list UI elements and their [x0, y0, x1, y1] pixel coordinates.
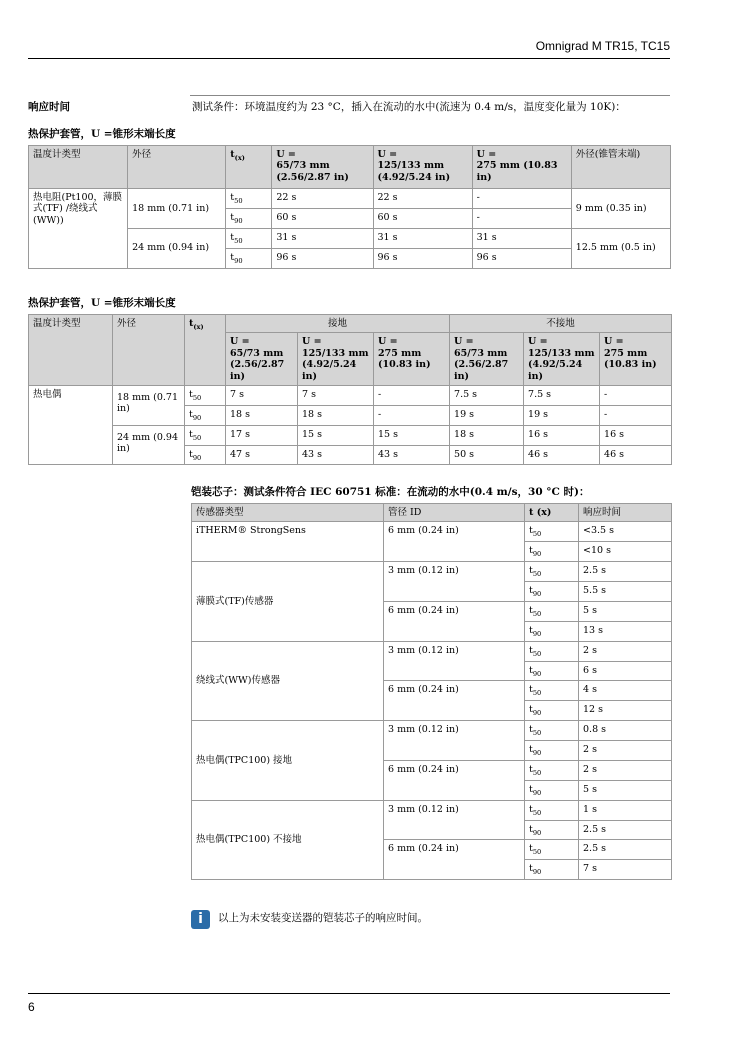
t-symbol: t [529, 763, 533, 775]
value-cell: 43 s [298, 445, 374, 465]
t-cell [525, 601, 579, 621]
t-subscript: 50 [532, 768, 542, 777]
tube-id-cell: 6 mm (0.24 in) [384, 840, 525, 880]
table-row [29, 425, 672, 445]
t-symbol: t [529, 724, 533, 736]
t-cell [525, 780, 579, 800]
u-label: U = [476, 149, 497, 160]
footer-divider [28, 993, 670, 994]
t-cell [525, 860, 579, 880]
value-cell: 46 s [600, 445, 672, 465]
t-cell [226, 189, 272, 209]
sensor-type-cell [192, 721, 384, 801]
table3-header-response: 响应时间 [579, 504, 672, 522]
table2-header-t [185, 315, 226, 386]
value-cell: 22 s [373, 189, 472, 209]
value-cell: 7.5 s [450, 385, 524, 405]
t-cell [226, 228, 272, 248]
table2-header-g-u2 [298, 333, 374, 386]
u-value-in: (2.56/2.87 in) [454, 359, 509, 382]
t-cell [226, 208, 272, 228]
t-symbol: t [529, 664, 533, 676]
t-subscript: 50 [532, 689, 542, 698]
u-value-in: (10.83 in) [378, 359, 431, 371]
value-cell: 7.5 s [524, 385, 600, 405]
sensor-type-label: 热电偶(TPC100) 不接地 [196, 834, 302, 846]
t-cell [185, 445, 226, 465]
t-subscript: 50 [532, 729, 542, 738]
t-symbol: t [529, 744, 533, 756]
table1-header-t [226, 146, 272, 189]
table2-type-cell: 热电偶 [29, 385, 113, 465]
response-time-cell: 6 s [579, 661, 672, 681]
value-cell: 96 s [472, 248, 571, 268]
t-subscript: 90 [532, 788, 542, 797]
t-symbol: t [230, 251, 235, 263]
response-time-cell: <10 s [579, 542, 672, 562]
note-text: 以上为未安装变送器的铠装芯子的响应时间。 [218, 912, 428, 924]
response-time-cell: 0.8 s [579, 721, 672, 741]
table2-header-od: 外径 [113, 315, 185, 386]
u-value-in: (2.56/2.87 in) [230, 359, 285, 382]
section-rule [190, 95, 670, 96]
t-subscript: 50 [532, 609, 542, 618]
t-symbol: t [230, 192, 235, 203]
tube-id-cell: 6 mm (0.24 in) [384, 601, 525, 641]
table1-od-cell: 18 mm (0.71 in) [128, 189, 226, 229]
t-cell [525, 582, 579, 602]
value-cell: 47 s [226, 445, 298, 465]
document-header-title: Omnigrad M TR15, TC15 [535, 39, 670, 53]
table1-header-type: 温度计类型 [29, 146, 128, 189]
t-subscript: 50 [532, 570, 542, 579]
value-cell: 18 s [450, 425, 524, 445]
t-cell [185, 385, 226, 405]
t-symbol: t [529, 624, 533, 636]
u-value: 65/73 mm [454, 347, 508, 359]
value-cell: 7 s [226, 385, 298, 405]
u-value-in: (4.92/5.24 in) [377, 171, 451, 183]
t-subscript: 90 [532, 828, 542, 837]
t-symbol: t [529, 803, 533, 815]
section-description: 测试条件：环境温度约为 23 °C，插入在流动的水中(流速为 0.4 m/s，温度变化量为 10K)： [192, 101, 626, 113]
t-cell [525, 542, 579, 562]
t-symbol: t [529, 525, 533, 537]
t-cell [525, 621, 579, 641]
value-cell: 16 s [524, 425, 600, 445]
table2-od-cell: 18 mm (0.71 in) [113, 385, 185, 425]
response-time-cell: 2.5 s [579, 820, 672, 840]
value-cell: - [600, 385, 672, 405]
t-symbol: t [529, 863, 533, 875]
u-label: U = [528, 336, 548, 348]
u-value: 125/133 mm [528, 347, 595, 359]
table1-header-od: 外径 [128, 146, 226, 189]
t-symbol: t [189, 388, 193, 400]
response-time-cell: 5.5 s [579, 582, 672, 602]
value-cell: - [374, 405, 450, 425]
response-time-cell: 7 s [579, 860, 672, 880]
value-cell: 18 s [226, 405, 298, 425]
value-cell: 22 s [272, 189, 373, 209]
t-cell [525, 641, 579, 661]
t-symbol: t [529, 644, 533, 656]
t-cell [525, 721, 579, 741]
table3-header-id: 管径 ID [384, 504, 525, 522]
response-time-cell: 2 s [579, 641, 672, 661]
response-time-cell: 5 s [579, 601, 672, 621]
u-value-in: (10.83 in) [604, 359, 657, 371]
sensor-type-label: 热电偶(TPC100) 接地 [196, 754, 293, 766]
page-number: 6 [28, 1000, 35, 1014]
value-cell: 60 s [373, 208, 472, 228]
sensor-type-label: 绕线式(WW)传感器 [196, 675, 280, 687]
t-cell [525, 840, 579, 860]
response-time-cell: 13 s [579, 621, 672, 641]
t-cell [525, 522, 579, 542]
sensor-type-label: 薄膜式(TF)传感器 [196, 595, 274, 607]
u-label: U = [276, 149, 296, 160]
t-symbol: t [529, 604, 533, 616]
table2-header-g-u3 [374, 333, 450, 386]
table2-header-ungrounded: 不接地 [450, 315, 672, 333]
table-row [192, 562, 672, 582]
table3-title: 铠装芯子：测试条件符合 IEC 60751 标准：在流动的水中(0.4 m/s，30 °C 时)： [191, 486, 590, 498]
t-subscript: 50 [532, 848, 542, 857]
response-time-cell: <3.5 s [579, 522, 672, 542]
u-value: 125/133 mm [377, 160, 445, 172]
table2-header-n-u1 [450, 333, 524, 386]
t-symbol: t [529, 565, 533, 577]
t-subscript: 90 [192, 453, 202, 462]
table-row [29, 189, 671, 209]
table2 [28, 314, 672, 465]
table2-header-type: 温度计类型 [29, 315, 113, 386]
value-cell: 43 s [374, 445, 450, 465]
response-time-cell: 2 s [579, 741, 672, 761]
u-label: U = [377, 149, 398, 160]
t-symbol: t [189, 448, 193, 460]
t-symbol: t [189, 428, 193, 440]
table1-tip-cell: 12.5 mm (0.5 in) [571, 228, 670, 268]
t-symbol: t [230, 231, 235, 243]
t-subscript: 90 [532, 589, 542, 598]
table1-title: 热保护套管，U =锥形末端长度 [28, 128, 176, 140]
t-cell [525, 681, 579, 701]
t-subscript: 50 [192, 433, 202, 442]
u-value: 65/73 mm [230, 347, 284, 359]
t-subscript: 90 [532, 550, 542, 559]
table3-header-t: t (x) [525, 504, 579, 522]
t-subscript: 90 [532, 709, 542, 718]
table-row [192, 800, 672, 820]
value-cell: 18 s [298, 405, 374, 425]
t-symbol: t [230, 149, 235, 160]
t-symbol: t [529, 585, 533, 597]
t-symbol: t [230, 211, 235, 223]
t-symbol: t [529, 843, 533, 855]
u-value-in: (4.92/5.24 in) [528, 359, 583, 382]
table3 [191, 503, 672, 880]
t-subscript: (x) [193, 322, 204, 331]
table1-header-u3 [472, 146, 571, 189]
t-cell [525, 741, 579, 761]
table-row [192, 522, 672, 542]
table2-header-grounded: 接地 [226, 315, 450, 333]
tube-id-cell: 3 mm (0.12 in) [384, 562, 525, 602]
response-time-cell: 2 s [579, 760, 672, 780]
t-symbol: t [529, 684, 533, 696]
t-symbol: t [529, 783, 533, 795]
t-subscript: 50 [234, 236, 243, 245]
t-subscript: 90 [532, 629, 542, 638]
value-cell: 16 s [600, 425, 672, 445]
t-subscript: 90 [192, 413, 202, 422]
t-subscript: 50 [532, 530, 542, 539]
t-subscript: 90 [532, 748, 542, 757]
table2-od-cell: 24 mm (0.94 in) [113, 425, 185, 465]
sensor-type-cell [192, 522, 384, 562]
t-subscript: 50 [532, 649, 542, 658]
tube-id-cell: 3 mm (0.12 in) [384, 721, 525, 761]
tube-id-cell: 6 mm (0.24 in) [384, 760, 525, 800]
table1-header-u2 [373, 146, 472, 189]
sensor-type-cell [192, 562, 384, 642]
sensor-type-label: iTHERM® StrongSens [196, 525, 306, 537]
table2-header-n-u3 [600, 333, 672, 386]
value-cell: 31 s [472, 228, 571, 248]
value-cell: 15 s [298, 425, 374, 445]
u-value: 65/73 mm (2.56/2.87 in) [276, 160, 349, 183]
value-cell: 96 s [272, 248, 373, 268]
u-value-in: (4.92/5.24 in) [302, 359, 357, 382]
u-value: 275 mm [604, 347, 648, 359]
value-cell: - [472, 208, 571, 228]
table-row [192, 721, 672, 741]
u-label: U = [454, 336, 474, 348]
value-cell: 96 s [373, 248, 472, 268]
u-label: U = [378, 336, 398, 348]
tube-id-cell: 6 mm (0.24 in) [384, 681, 525, 721]
sensor-type-cell [192, 800, 384, 880]
u-label: U = [302, 336, 322, 348]
value-cell: - [472, 189, 571, 209]
t-symbol: t [529, 823, 533, 835]
header-divider [28, 58, 670, 59]
table3-header-row [192, 504, 672, 522]
response-time-cell: 5 s [579, 780, 672, 800]
t-cell [525, 701, 579, 721]
tube-id-cell: 3 mm (0.12 in) [384, 800, 525, 840]
response-time-cell: 1 s [579, 800, 672, 820]
value-cell: 60 s [272, 208, 373, 228]
response-time-cell: 12 s [579, 701, 672, 721]
value-cell: 46 s [524, 445, 600, 465]
response-time-cell: 4 s [579, 681, 672, 701]
value-cell: 15 s [374, 425, 450, 445]
t-cell [525, 800, 579, 820]
table-row [29, 385, 672, 405]
t-subscript: 90 [532, 669, 542, 678]
u-label: U = [604, 336, 624, 348]
t-subscript: 50 [192, 393, 202, 402]
t-cell [525, 760, 579, 780]
table2-title: 热保护套管，U =锥形末端长度 [28, 297, 176, 309]
table1 [28, 145, 671, 269]
value-cell: - [374, 385, 450, 405]
u-value: 275 mm [378, 347, 422, 359]
table1-type-cell: 热电阻(Pt100，薄膜式(TF) /绕线式(WW)) [29, 189, 128, 269]
t-subscript: (x) [234, 153, 245, 162]
table1-od-cell: 24 mm (0.94 in) [128, 228, 226, 268]
value-cell: 19 s [450, 405, 524, 425]
table1-header-u1 [272, 146, 373, 189]
t-cell [226, 248, 272, 268]
table1-header-row [29, 146, 671, 189]
info-icon: i [191, 910, 210, 929]
value-cell: 31 s [373, 228, 472, 248]
value-cell: 17 s [226, 425, 298, 445]
t-cell [525, 661, 579, 681]
u-value: 125/133 mm [302, 347, 369, 359]
value-cell: 7 s [298, 385, 374, 405]
table3-header-type: 传感器类型 [192, 504, 384, 522]
value-cell: 50 s [450, 445, 524, 465]
section-label: 响应时间 [28, 101, 70, 113]
u-value: 275 mm (10.83 in) [476, 160, 558, 183]
t-symbol: t [529, 545, 533, 557]
t-cell [525, 562, 579, 582]
t-cell [185, 425, 226, 445]
sensor-type-cell [192, 641, 384, 721]
t-symbol: t [189, 408, 193, 420]
tube-id-cell: 3 mm (0.12 in) [384, 641, 525, 681]
t-subscript: 90 [532, 868, 542, 877]
t-subscript: 50 [234, 196, 243, 205]
table2-header-n-u2 [524, 333, 600, 386]
value-cell: 19 s [524, 405, 600, 425]
t-cell [525, 820, 579, 840]
table1-header-tip: 外径(锥管末端) [571, 146, 670, 189]
table2-header-row-1 [29, 315, 672, 333]
value-cell: 31 s [272, 228, 373, 248]
tube-id-cell: 6 mm (0.24 in) [384, 522, 525, 562]
t-symbol: t [529, 704, 533, 716]
response-time-cell: 2.5 s [579, 562, 672, 582]
u-label: U = [230, 336, 250, 348]
t-subscript: 90 [234, 256, 243, 265]
value-cell: - [600, 405, 672, 425]
t-cell [185, 405, 226, 425]
t-symbol: t [189, 318, 194, 329]
t-subscript: 50 [532, 808, 542, 817]
table-row [192, 641, 672, 661]
table2-header-g-u1 [226, 333, 298, 386]
response-time-cell: 2.5 s [579, 840, 672, 860]
t-subscript: 90 [234, 216, 243, 225]
table1-tip-cell: 9 mm (0.35 in) [571, 189, 670, 229]
